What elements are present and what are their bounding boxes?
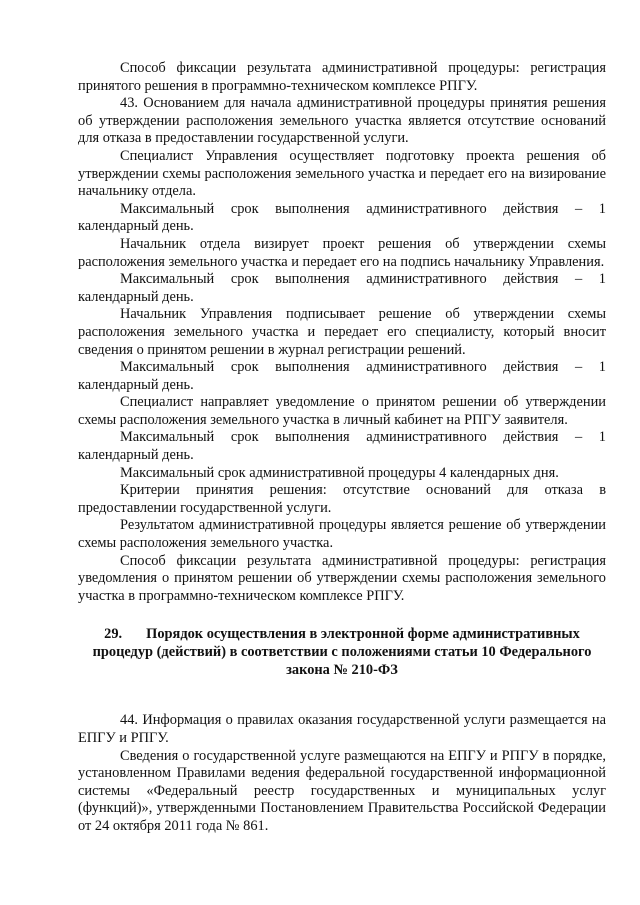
paragraph: Критерии принятия решения: отсутствие оснований для отказа в предоставлении государственной услуги.	[78, 482, 606, 516]
section-title: Порядок осуществления в электронной форме административных процедур (действий) в соответствии с положениями статьи 10 Федерального закона № 210-ФЗ	[92, 626, 592, 679]
paragraph: Специалист Управления осуществляет подготовку проекта решения об утверждении схемы расположения земельного участка и передает его на визирование начальнику отдела.	[78, 147, 606, 200]
paragraph: Способ фиксации результата административной процедуры: регистрация принятого решения в программно-техническом комплексе РПГУ.	[78, 60, 606, 94]
paragraph: Максимальный срок выполнения административного действия – 1 календарный день.	[78, 200, 606, 235]
paragraph: Максимальный срок выполнения административного действия – 1 календарный день.	[78, 359, 606, 393]
paragraphs-bottom	[78, 712, 606, 835]
paragraph: 44. Информация о правилах оказания государственной услуги размещается на ЕПГУ и РПГУ.	[78, 712, 606, 746]
paragraphs-top	[78, 60, 606, 605]
paragraph: Максимальный срок административной процедуры 4 календарных дня.	[120, 464, 559, 481]
paragraph: Начальник отдела визирует проект решения об утверждении схемы расположения земельного участка и передает его на подпись начальнику Управления.	[78, 235, 606, 270]
paragraph: Начальник Управления подписывает решение об утверждении схемы расположения земельного участка и передает его специалисту, который вносит сведения о принятом решении в журнал регистрации решений.	[78, 306, 606, 358]
section-number: 29.	[104, 626, 123, 643]
paragraph: Способ фиксации результата административной процедуры: регистрация уведомления о принятом решении об утверждении схемы расположения земельного участка в программно-техническом комплексе РПГУ.	[78, 552, 606, 604]
paragraph: Максимальный срок выполнения административного действия – 1 календарный день.	[78, 429, 606, 464]
paragraph: Максимальный срок выполнения административного действия – 1 календарный день.	[78, 271, 606, 305]
paragraph: Результатом административной процедуры является решение об утверждении схемы расположения земельного участка.	[78, 517, 606, 552]
paragraph: Сведения о государственной услуге размещаются на ЕПГУ и РПГУ в порядке, установленном Правилами ведения федеральной государственной информационной системы «Федеральный реестр государственных и муниципальных услуг (функций)», утвержденными Постановлением Правительства Российской Федерации от 24 октября 2011 года № 861.	[78, 747, 606, 834]
document-page	[78, 60, 606, 836]
section-heading	[78, 625, 606, 679]
paragraph: Специалист направляет уведомление о принятом решении об утверждении схемы расположения земельного участка в личный кабинет на РПГУ заявителя.	[78, 394, 606, 428]
paragraph: 43. Основанием для начала административной процедуры принятия решения об утверждении расположения земельного участка является отсутствие оснований для отказа в предоставлении государственной услуги.	[78, 95, 606, 147]
